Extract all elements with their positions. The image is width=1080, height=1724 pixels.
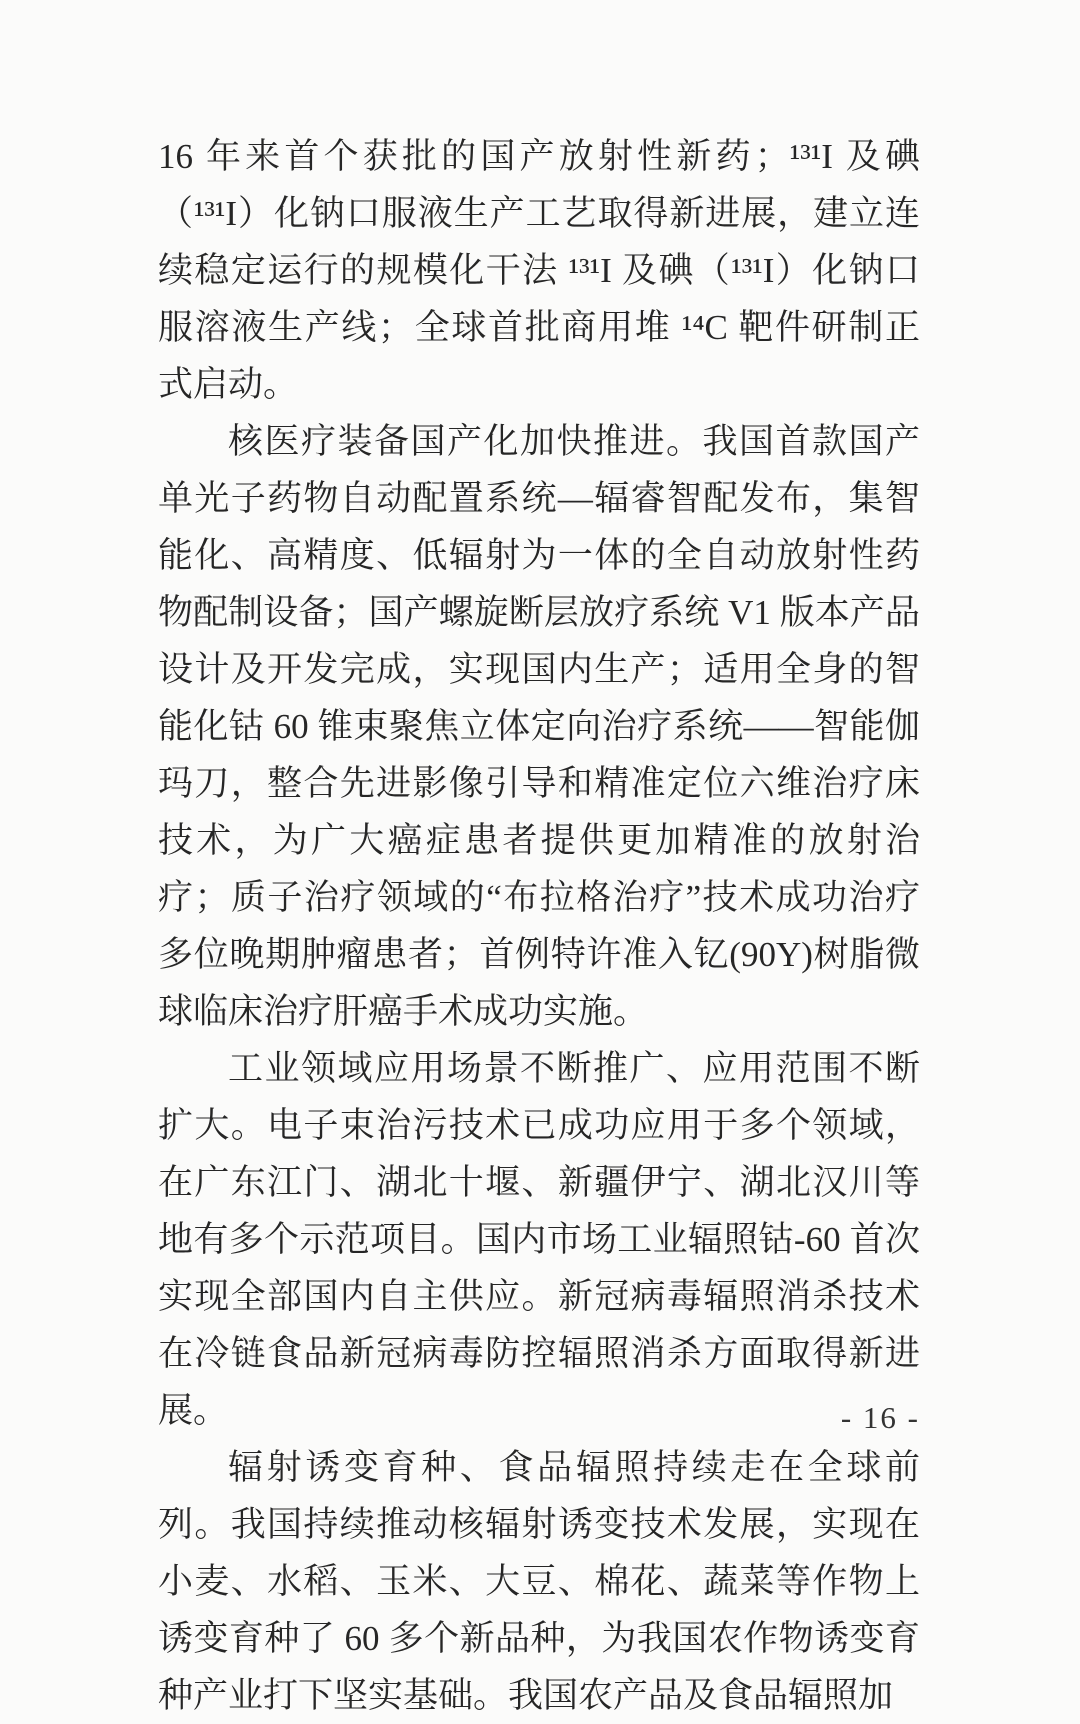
paragraph-mutation-breeding: 辐射诱变育种、食品辐照持续走在全球前列。我国持续推动核辐射诱变技术发展，实现在小麦、水稻、玉米、大豆、棉花、蔬菜等作物上诱变育种了 60 多个新品种，为我国农作物诱变育种产业打下坚实基础。我国农产品及食品辐照加 [158, 1448, 920, 1715]
paragraph-radiopharmaceuticals-continued: 16 年来首个获批的国产放射性新药；¹³¹I 及碘（¹³¹I）化钠口服液生产工艺取得新进展，建立连续稳定运行的规模化干法 ¹³¹I 及碘（¹³¹I）化钠口服溶液生产线；全球首批商用堆 ¹⁴C 靶件研制正式启动。 [158, 137, 920, 404]
paragraph-industrial-applications: 工业领域应用场景不断推广、应用范围不断扩大。电子束治污技术已成功应用于多个领域，在广东江门、湖北十堰、新疆伊宁、湖北汉川等地有多个示范项目。国内市场工业辐照钴-60 首次实现全部国内自主供应。新冠病毒辐照消杀技术在冷链食品新冠病毒防控辐照消杀方面取得新进展。 [158, 1049, 920, 1430]
document-body [158, 128, 920, 1724]
page-number: - 16 - [840, 1400, 920, 1435]
paragraph-nuclear-medicine-equipment: 核医疗装备国产化加快推进。我国首款国产单光子药物自动配置系统—辐睿智配发布，集智能化、高精度、低辐射为一体的全自动放射性药物配制设备；国产螺旋断层放疗系统 V1 版本产品设计及开发完成，实现国内生产；适用全身的智能化钴 60 锥束聚焦立体定向治疗系统——智能伽玛刀，整合先进影像引导和精准定位六维治疗床技术，为广大癌症患者提供更加精准的放射治疗；质子治疗领域的“布拉格治疗”技术成功治疗多位晚期肿瘤患者；首例特许准入钇(90Y)树脂微球临床治疗肝癌手术成功实施。 [158, 422, 920, 1031]
